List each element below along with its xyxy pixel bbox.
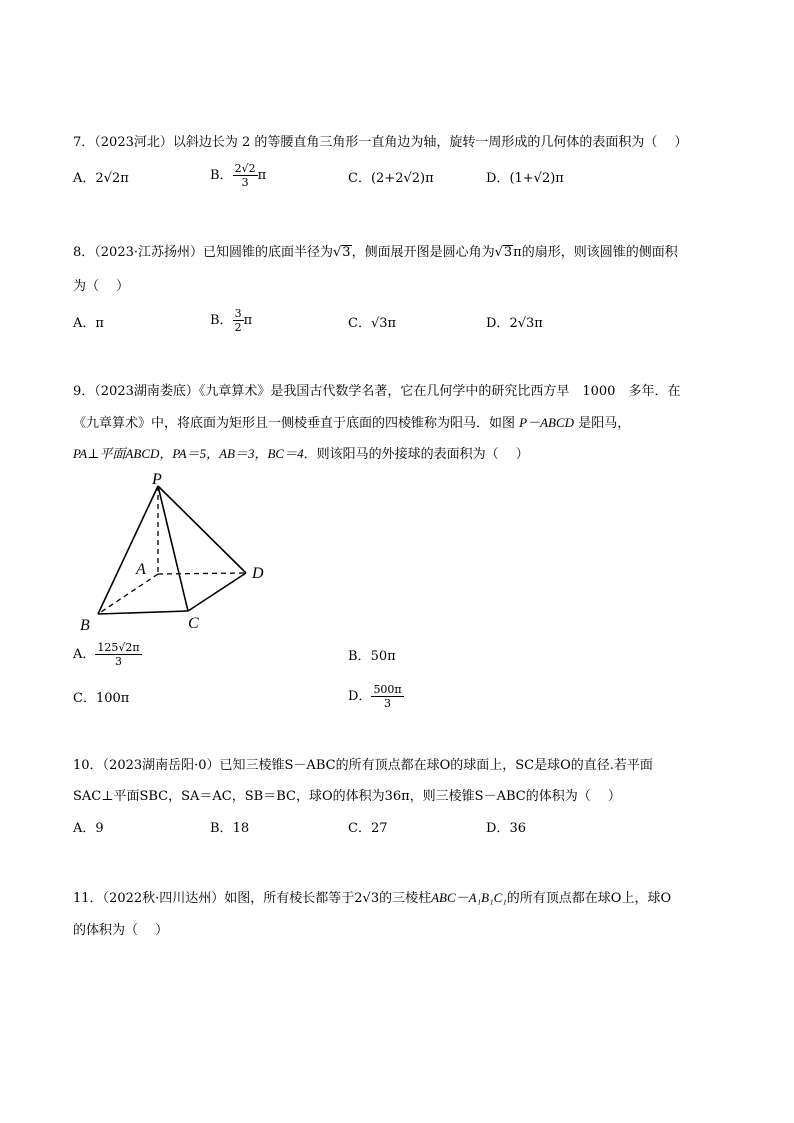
question-11-stem-line1: 11．（2022秋·四川达州）如图，所有棱长都等于2√3的三棱柱ABC－A₁B₁C₁的所有顶点都在球O上，球O: [73, 890, 672, 906]
question-8-option-c: C．√3π: [348, 316, 397, 331]
question-9-option-d: D． $\frac{500\pi}{3}$: [348, 683, 402, 710]
question-9-option-c: C．100π: [73, 691, 130, 706]
question-10-stem-line1: 10．（2023湖南岳阳·0）已知三棱锥S－ABC的所有顶点都在球O的球面上，SC是球O的直径.若平面: [73, 758, 653, 773]
question-8-option-d: D．2√3π: [486, 316, 543, 331]
question-10-option-c: C．27: [348, 821, 388, 836]
question-7-option-b: B． $\frac{2√2}{3}$ π: [210, 162, 267, 189]
question-8-stem-line2: 为（ ）: [73, 279, 130, 294]
question-8-option-b: B． $\frac{3}{2}$ π: [210, 307, 253, 334]
edge-pb: [98, 486, 158, 614]
label-b: B: [80, 617, 90, 630]
question-7-stem: 7．（2023河北）以斜边长为 2 的等腰直角三角形一直角边为轴，旋转一周形成的几何体的表面积为（ ）: [73, 135, 688, 150]
label-d: D: [252, 565, 264, 582]
edge-ad-hidden: [158, 573, 246, 574]
question-7-option-d: D．(1+√2)π: [486, 171, 564, 186]
question-9-stem-line2: 《九章算术》中，将底面为矩形且一侧棱垂直于底面的四棱锥称为阳马．如图 P－ABCD 是阳马，: [73, 415, 631, 431]
question-9-option-b: B．50π: [348, 649, 396, 664]
question-7-option-c: C．(2+2√2)π: [348, 171, 434, 186]
question-10-stem-line2: SAC⊥平面SBC，SA＝AC，SB＝BC，球O的体积为36π，则三棱锥S－ABC的体积为（ ）: [73, 789, 621, 804]
edge-pc: [158, 486, 188, 611]
question-10-option-d: D．36: [486, 821, 526, 836]
edge-bc: [98, 611, 188, 614]
question-8-stem-line1: 8．（2023·江苏扬州）已知圆锥的底面半径为√3，侧面展开图是圆心角为√3π的扇形，则该圆锥的侧面积: [73, 245, 678, 260]
question-7-option-a: A．2√2π: [73, 171, 129, 186]
question-9-option-a: A． $\frac{125√2\pi}{3}$: [73, 641, 140, 668]
label-p: P: [152, 471, 162, 488]
label-a: A: [136, 561, 146, 578]
question-10-option-a: A．9: [73, 821, 104, 836]
question-9-stem-line3: PA⊥平面ABCD，PA＝5，AB＝3，BC＝4．则该阳马的外接球的表面积为（ ）: [73, 446, 529, 462]
question-8-option-a: A．π: [73, 316, 104, 331]
label-c: C: [188, 615, 199, 630]
pyramid-figure: [74, 468, 274, 630]
question-10-option-b: B．18: [210, 821, 250, 836]
edge-pd: [158, 486, 246, 573]
question-9-stem-line1: 9．（2023湖南娄底）《九章算术》是我国古代数学名著，它在几何学中的研究比西方早 1000 多年．在: [73, 384, 681, 399]
question-11-stem-line2: 的体积为（ ）: [73, 923, 169, 938]
edge-cd: [188, 573, 246, 611]
